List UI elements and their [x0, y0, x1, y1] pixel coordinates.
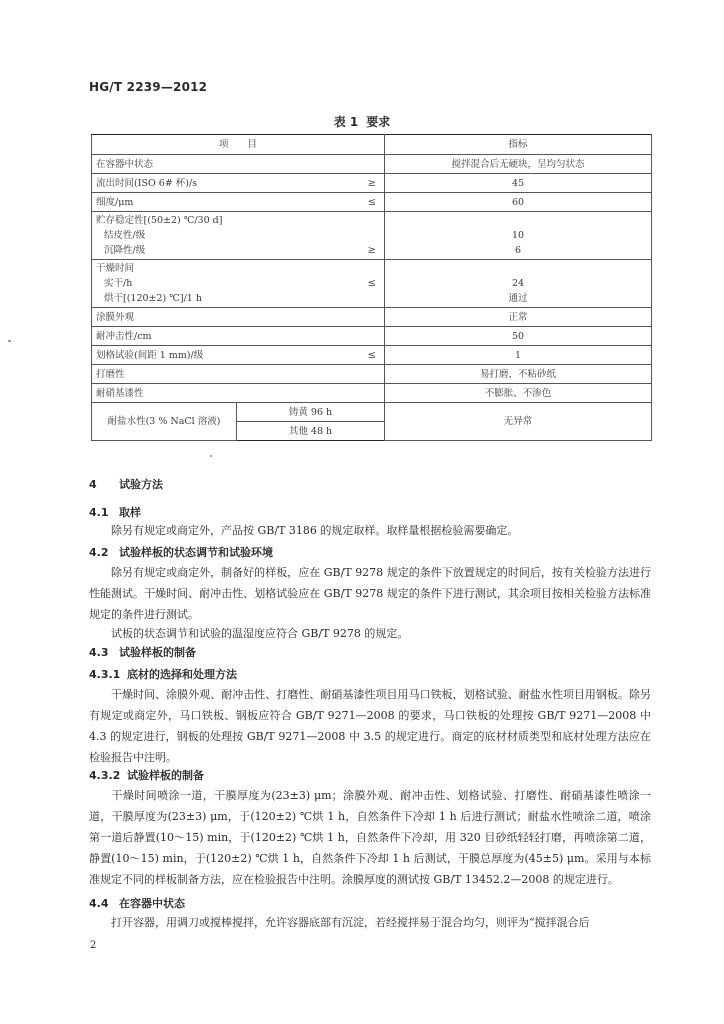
row-item: 耐硝基漆性 — [92, 384, 385, 403]
relation-symbol: ≥ — [367, 177, 377, 189]
row-item: 细度/μm ≤ — [92, 193, 385, 212]
row-value: 无异常 — [385, 403, 652, 441]
section-4-1-text: 除另有规定或商定外，产品按 GB/T 3186 的规定取样。取样量根据检验需要确定。 — [111, 524, 519, 537]
standard-number: HG/T 2239—2012 — [89, 80, 208, 94]
row-value: 24 通过 — [385, 260, 652, 308]
row-item: 打磨性 — [92, 365, 385, 384]
row-value: 45 — [385, 174, 652, 193]
section-4-3-1-heading: 4.3.1 底材的选择和处理方法 — [89, 668, 237, 681]
row-value: 1 — [385, 346, 652, 365]
table-row — [92, 403, 652, 422]
table-row — [92, 174, 652, 193]
sub-item: 实干/h ≤ — [104, 278, 377, 289]
sub-item: 其他 48 h — [237, 422, 385, 441]
requirements-table — [91, 134, 652, 441]
section-4-2-text-2: 试板的状态调节和试验的温湿度应符合 GB/T 9278 的规定。 — [111, 627, 409, 640]
row-item: 涂膜外观 — [92, 308, 385, 327]
relation-symbol: ≥ — [367, 245, 377, 256]
table-row — [92, 308, 652, 327]
section-4-3-heading: 4.3 试验样板的制备 — [89, 646, 196, 659]
sub-item: 沉降性/级 ≥ — [104, 245, 377, 256]
row-value: 不膨胀、不渗色 — [385, 384, 652, 403]
row-item: 耐盐水性(3 % NaCl 溶液) — [92, 403, 237, 441]
section-4-4-heading: 4.4 在容器中状态 — [89, 897, 185, 910]
table-row — [92, 193, 652, 212]
section-4-3-1-text: 干燥时间、涂膜外观、耐冲击性、打磨性、耐硝基漆性项目用马口铁板，划格试验、耐盐水性项目用钢板。除另有规定或商定外，马口铁板、钢板应符合 GB/T 9271—2008 的要求，马口铁板的处理按 GB/T 9271—2008 中 4.3 的规定进行，钢板的处理按 GB/T 9271—2008 中 3.5 的规定进行。商定的底材材质类型和底材处理方法应在检验报告中注明。 — [89, 688, 651, 764]
table-row — [92, 212, 652, 260]
relation-symbol: ≤ — [367, 349, 377, 361]
row-item: 贮存稳定性[(50±2) ℃/30 d] 结皮性/级 沉降性/级 ≥ — [92, 212, 385, 260]
table-title-text: 要求 — [366, 115, 391, 129]
table-title — [0, 113, 724, 130]
header-index: 指标 — [385, 135, 652, 155]
section-4-1-heading: 4.1 取样 — [89, 506, 141, 519]
row-item: 划格试验(间距 1 mm)/级 ≤ — [92, 346, 385, 365]
row-value: 易打磨，不粘砂纸 — [385, 365, 652, 384]
table-row — [92, 260, 652, 308]
table-title-number: 表 1 — [333, 115, 359, 129]
section-4-3-2-heading: 4.3.2 试验样板的制备 — [89, 769, 204, 782]
relation-symbol: ≤ — [367, 196, 377, 208]
row-item: 在容器中状态 — [92, 155, 385, 174]
table-row — [92, 346, 652, 365]
row-value: 正常 — [385, 308, 652, 327]
row-item: 耐冲击性/cm — [92, 327, 385, 346]
sub-item: 铸黄 96 h — [237, 403, 385, 422]
header-item: 项 目 — [92, 135, 385, 155]
section-4-2-text: 除另有规定或商定外，制备好的样板，应在 GB/T 9278 规定的条件下放置规定的时间后，按有关检验方法进行性能测试。干燥时间、耐冲击性、划格试验应在 GB/T 9278 规定的条件下进行测试，其余项目按相关检验方法标准规定的条件进行测试。 — [89, 566, 651, 621]
row-value: 60 — [385, 193, 652, 212]
row-value: 搅拌混合后无硬块，呈均匀状态 — [385, 155, 652, 174]
table-row — [92, 365, 652, 384]
row-value: 10 6 — [385, 212, 652, 260]
sub-item: 结皮性/级 — [104, 230, 146, 241]
section-4-2-heading: 4.2 试验样板的状态调节和试验环境 — [89, 546, 273, 559]
section-4-3-2-text: 干燥时间喷涂一道，干膜厚度为(23±3) μm；涂膜外观、耐冲击性、划格试验、打磨性、耐硝基漆性喷涂一道，干膜厚度为(23±3) μm，于(120±2) ℃烘 1 h，自然条件下冷却 1 h 后进行测试；耐盐水性喷涂二道，喷涂第一道后静置(10～15) min，于(120±2) ℃烘 1 h，自然条件下冷却，用 320 目砂纸轻轻打磨，再喷涂第二道，静置(10～15) min，于(120±2) ℃烘 1 h，自然条件下冷却 1 h 后测试，干膜总厚度为(45±5) μm。采用与本标准规定不同的样板制备方法，应在检验报告中注明。涂膜厚度的测试按 GB/T 13452.2—2008 的规定进行。 — [89, 789, 651, 886]
sub-item: 烘干[(120±2) ℃]/1 h — [104, 293, 202, 304]
row-item: 流出时间(ISO 6# 杯)/s ≥ — [92, 174, 385, 193]
section-4-4-text: 打开容器，用调刀或搅棒搅拌，允许容器底部有沉淀，若经搅拌易于混合均匀，则评为“搅拌混合后 — [111, 916, 590, 929]
page-number: 2 — [90, 940, 97, 951]
section-4-heading: 4 试验方法 — [89, 478, 163, 491]
table-row — [92, 155, 652, 174]
relation-symbol: ≤ — [367, 278, 377, 289]
row-value: 50 — [385, 327, 652, 346]
table-header-row — [92, 135, 652, 155]
table-row — [92, 327, 652, 346]
table-row — [92, 384, 652, 403]
row-item: 干燥时间 实干/h ≤ 烘干[(120±2) ℃]/1 h — [92, 260, 385, 308]
